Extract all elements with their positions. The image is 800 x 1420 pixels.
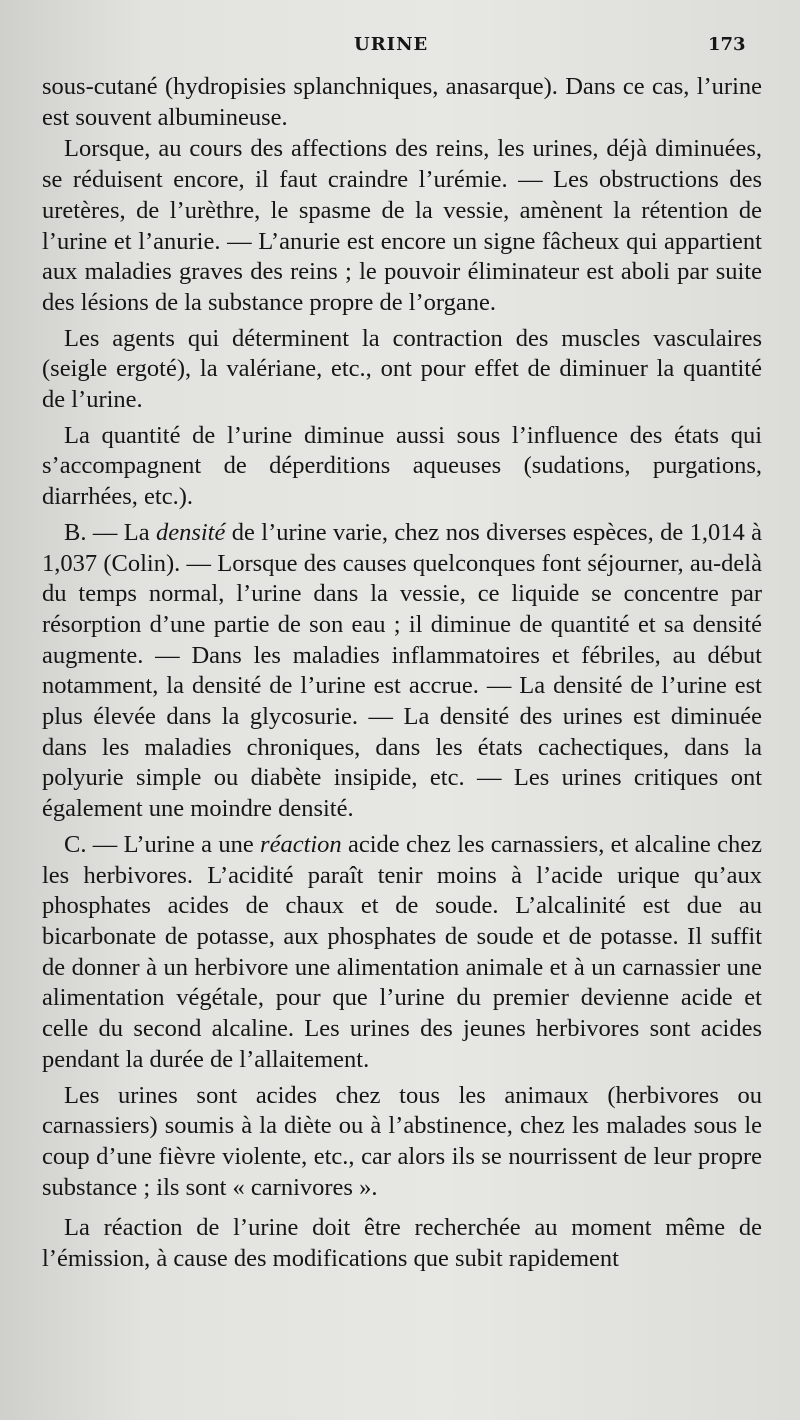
paragraph-acid-urines (42, 1081, 762, 1204)
paragraph-agents (42, 324, 762, 416)
paragraph-continued (42, 72, 762, 133)
page-number: 173 (708, 34, 746, 55)
paragraph-text: Les agents qui déterminent la contraction des muscles vasculaires (seigle ergoté), la valériane, etc., ont pour effet de diminuer la quantité de l’urine. (42, 324, 762, 414)
paragraph-quantity (42, 421, 762, 513)
emphasis-reaction: réaction (260, 830, 342, 858)
emphasis-density: densité (155, 518, 226, 546)
paragraph-density (42, 518, 762, 825)
paragraph-text-start: B. — La (64, 518, 156, 546)
paragraph-text-start: C. — L’urine a une (64, 830, 261, 858)
paragraph-anuria (42, 134, 762, 318)
body-text (42, 72, 762, 1276)
paragraph-text: sous-cutané (hydropisies splanchniques, anasarque). Dans ce cas, l’urine est souvent albumineuse. (42, 73, 762, 131)
page-header (0, 34, 800, 60)
paragraph-text: Lorsque, au cours des affections des reins, les urines, déjà diminuées, se réduisent encore, il faut craindre l’urémie. — Les obstructions des uretères, de l’urèthre, le spasme de la vessie, amènent la rétention de l’urine et l’anurie. — L’anurie est encore un signe fâcheux qui appartient aux maladies graves des reins ; le pouvoir éliminateur est aboli par suite des lésions de la substance propre de l’organe. (42, 135, 762, 316)
paragraph-text-rest: acide chez les carnassiers, et alcaline chez les herbivores. L’acidité paraît tenir moins à l’acide urique qu’aux phosphates acides de chaux et de soude. L’alcalinité est due au bicarbonate de potasse, aux phosphates de soude et de potasse. Il suffit de donner à un herbivore une alimentation animale et à un carnassier une alimentation végétale, pour que l’urine du premier devienne acide et celle du second alcaline. Les urines des jeunes herbivores sont acides pendant la durée de l’allaitement. (42, 830, 763, 1073)
paragraph-text: La quantité de l’urine diminue aussi sous l’influence des états qui s’accompagnent de déperditions aqueuses (sudations, purgations, diarrhées, etc.). (42, 421, 762, 511)
running-head: URINE (354, 34, 429, 55)
paragraph-reaction (42, 830, 762, 1076)
paragraph-text: Les urines sont acides chez tous les animaux (herbivores ou carnassiers) soumis à la diète ou à l’abstinence, chez les malades sous le coup d’une fièvre violente, etc., car alors ils se nourrissent de leur propre substance ; ils sont « carnivores ». (42, 1081, 762, 1201)
paragraph-text-rest: de l’urine varie, chez nos diverses espèces, de 1,014 à 1,037 (Colin). — Lorsque des causes quelconques font séjourner, au-delà du temps normal, l’urine dans la vessie, ce liquide se concentre par résorption d’une partie de son eau ; il diminue de quantité et sa densité augmente. — Dans les maladies inflammatoires et fébriles, au début notamment, la densité de l’urine est accrue. — La densité de l’urine est plus élevée dans la glycosurie. — La densité des urines est diminuée dans les maladies chroniques, dans les états cachectiques, dans la polyurie simple ou diabète insipide, etc. — Les urines critiques ont également une moindre densité. (42, 518, 762, 823)
paragraph-emission (42, 1213, 762, 1274)
paragraph-text: La réaction de l’urine doit être recherchée au moment même de l’émission, à cause des modifications que subit rapidement (42, 1214, 762, 1273)
